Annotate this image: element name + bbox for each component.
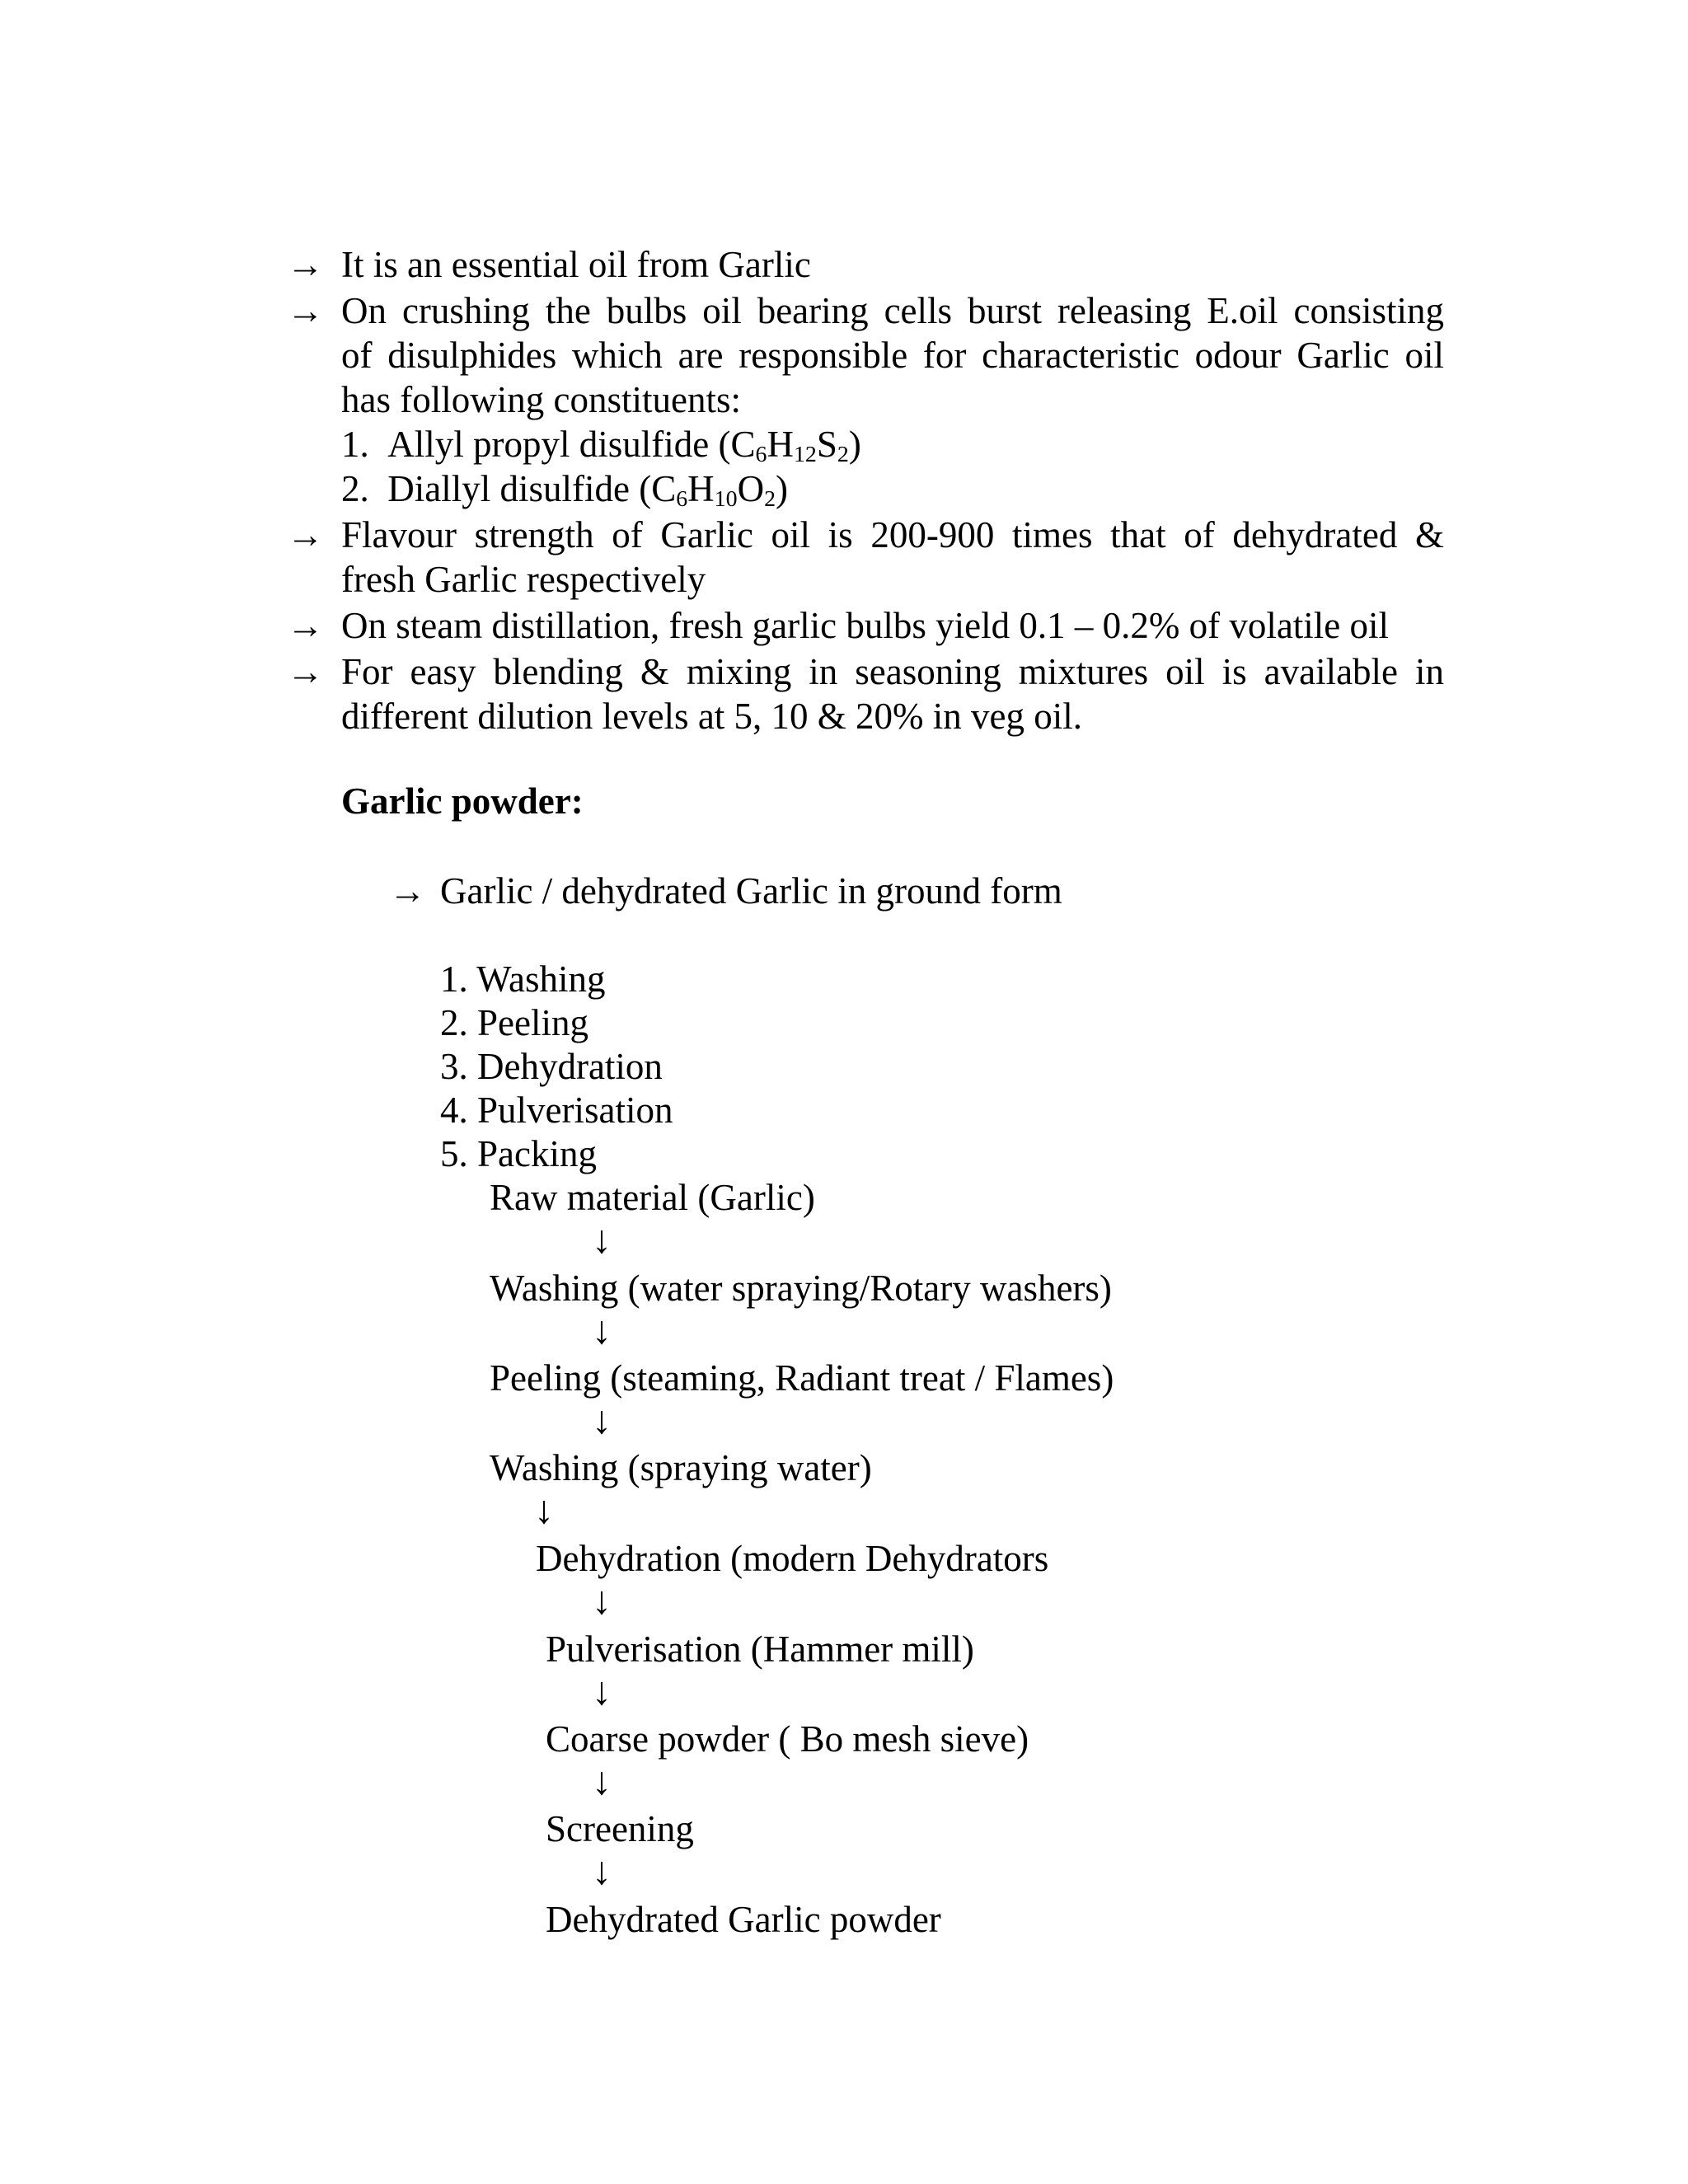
- arrow-down-icon: ↓: [592, 1399, 612, 1442]
- step-peeling: 2. Peeling: [440, 1002, 588, 1043]
- arrow-right-icon: →: [287, 651, 324, 692]
- flow-step-raw-material: Raw material (Garlic): [490, 1177, 815, 1218]
- step-packing: 5. Packing: [440, 1133, 597, 1174]
- arrow-right-icon: →: [287, 514, 324, 555]
- constituent-diallyl-disulfide: 2. Diallyl disulfide $(C_6H_{10}O_2)$: [341, 468, 789, 513]
- flow-step-washing: Washing (water spraying/Rotary washers): [490, 1268, 1112, 1309]
- step-pulverisation: 4. Pulverisation: [440, 1090, 673, 1131]
- bullet-essential-oil: It is an essential oil from Garlic: [341, 244, 811, 285]
- arrow-down-icon: ↓: [592, 1309, 612, 1352]
- bullet-crushing-line-1: On crushing the bulbs oil bearing cells burst releasing E.oil consisting: [341, 290, 1444, 331]
- step-dehydration: 3. Dehydration: [440, 1046, 663, 1087]
- bullet-crushing-line-3: has following constituents:: [341, 379, 741, 420]
- flow-step-peeling: Peeling (steaming, Radiant treat / Flames): [490, 1357, 1114, 1399]
- flow-step-screening: Screening: [546, 1808, 694, 1849]
- arrow-down-icon: ↓: [592, 1849, 612, 1893]
- bullet-flavour-line-1: Flavour strength of Garlic oil is 200-900 times that of dehydrated &: [341, 514, 1444, 555]
- constituent-allyl-propyl-disulfide: 1. Allyl propyl disulfide $(C_6H_{12}S_2)$: [341, 424, 861, 468]
- flow-step-final-product: Dehydrated Garlic powder: [546, 1899, 941, 1940]
- garlic-powder-definition: Garlic / dehydrated Garlic in ground form: [440, 870, 1062, 912]
- bullet-flavour-line-2: fresh Garlic respectively: [341, 559, 706, 600]
- bullet-crushing-line-2: of disulphides which are responsible for characteristic odour Garlic oil: [341, 335, 1444, 376]
- bullet-blending-line-1: For easy blending & mixing in seasoning mixtures oil is available in: [341, 651, 1444, 692]
- arrow-right-icon: →: [389, 870, 426, 912]
- flow-step-coarse-powder: Coarse powder ( Bo mesh sieve): [546, 1718, 1029, 1760]
- bullet-steam-distillation: On steam distillation, fresh garlic bulbs yield 0.1 – 0.2% of volatile oil: [341, 605, 1390, 646]
- flow-step-washing-spray: Washing (spraying water): [490, 1447, 872, 1488]
- arrow-down-icon: ↓: [592, 1670, 612, 1713]
- arrow-down-icon: ↓: [592, 1760, 612, 1803]
- step-washing: 1. Washing: [440, 958, 606, 1000]
- arrow-right-icon: →: [287, 244, 324, 285]
- flow-step-pulverisation: Pulverisation (Hammer mill): [546, 1629, 974, 1670]
- arrow-right-icon: →: [287, 290, 324, 331]
- arrow-down-icon: ↓: [592, 1579, 612, 1623]
- arrow-down-icon: ↓: [592, 1218, 612, 1262]
- section-heading-garlic-powder: Garlic powder:: [341, 780, 584, 822]
- bullet-blending-line-2: different dilution levels at 5, 10 & 20% in veg oil.: [341, 696, 1083, 737]
- arrow-down-icon: ↓: [534, 1488, 554, 1532]
- flow-step-dehydration: Dehydration (modern Dehydrators: [536, 1538, 1049, 1579]
- arrow-right-icon: →: [287, 605, 324, 646]
